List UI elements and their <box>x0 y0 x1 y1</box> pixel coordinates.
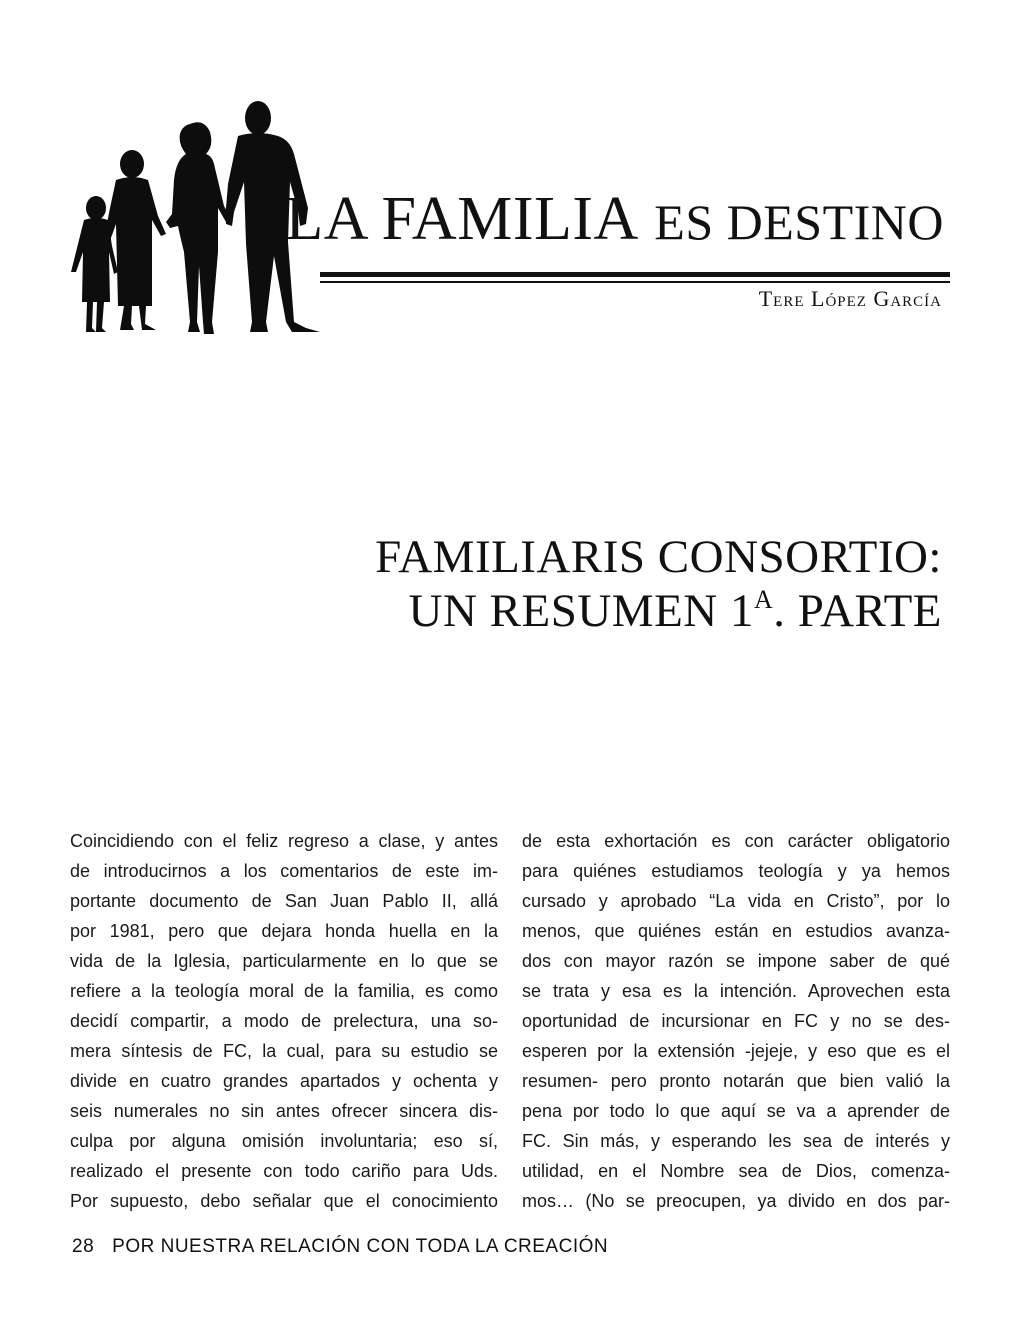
body-column-left <box>70 826 498 1216</box>
body-column-right <box>522 826 950 1216</box>
article-title-line-2-post: . PARTE <box>773 585 942 637</box>
body-text-line: decidí compartir, a modo de prelectura, una so- <box>70 1011 498 1031</box>
section-title-lead: LA FAMILIA <box>285 185 639 253</box>
body-text-line: por 1981, pero que dejara honda huella en la <box>70 921 498 941</box>
body-text-line: utilidad, en el Nombre sea de Dios, comenza- <box>522 1161 950 1181</box>
article-title <box>375 530 942 638</box>
page-footer <box>72 1236 608 1258</box>
running-title: POR NUESTRA RELACIÓN CON TODA LA CREACIÓN <box>112 1236 609 1257</box>
article-title-line-2-pre: UN RESUMEN 1 <box>408 585 754 637</box>
body-text-line: refiere a la teología moral de la familia, es como <box>70 981 498 1001</box>
body-text-line: para quiénes estudiamos teología y ya hemos <box>522 861 950 881</box>
body-text-line: pena por todo lo que aquí se va a aprender de <box>522 1101 950 1121</box>
older-child-figure <box>103 150 166 330</box>
woman-figure <box>166 122 232 334</box>
body-text-line: realizado el presente con todo cariño para Uds. <box>70 1161 498 1181</box>
body-text-line: mos… (No se preocupen, ya divido en dos par- <box>522 1191 950 1211</box>
article-title-line-1: FAMILIARIS CONSORTIO: <box>375 531 942 583</box>
body-text-line: Coincidiendo con el feliz regreso a clase, y antes <box>70 831 498 851</box>
article-title-line-2-superscript: A <box>754 585 774 614</box>
body-text-line: dos con mayor razón se impone saber de qué <box>522 951 950 971</box>
body-text-line: culpa por alguna omisión involuntaria; eso sí, <box>70 1131 498 1151</box>
body-text-line: de introducirnos a los comentarios de este im- <box>70 861 498 881</box>
body-text-line: FC. Sin más, y esperando les sea de interés y <box>522 1131 950 1151</box>
body-text-line: se trata y esa es la intención. Aprovechen esta <box>522 981 950 1001</box>
section-title <box>285 185 944 253</box>
body-text-line: Por supuesto, debo señalar que el conocimiento <box>70 1191 498 1211</box>
body-text-line: vida de la Iglesia, particularmente en lo que se <box>70 951 498 971</box>
header-rule-thick <box>320 272 950 277</box>
body-text-line: menos, que quiénes están en estudios avanza- <box>522 921 950 941</box>
header-rule-thin <box>320 281 950 283</box>
body-text-line: mera síntesis de FC, la cual, para su estudio se <box>70 1041 498 1061</box>
body-text-line: oportunidad de incursionar en FC y no se des- <box>522 1011 950 1031</box>
page-number: 28 <box>72 1236 95 1257</box>
body-text-line: divide en cuatro grandes apartados y ochenta y <box>70 1071 498 1091</box>
body-text-line: esperen por la extensión -jejeje, y eso que es el <box>522 1041 950 1061</box>
author-byline: Tere López García <box>758 286 942 311</box>
body-text-line: seis numerales no sin antes ofrecer sincera dis- <box>70 1101 498 1121</box>
body-text-line: portante documento de San Juan Pablo II, allá <box>70 891 498 911</box>
section-title-tail: ES DESTINO <box>654 194 944 250</box>
body-text-line: cursado y aprobado “La vida en Cristo”, por lo <box>522 891 950 911</box>
body-text-line: resumen- pero pronto notarán que bien valió la <box>522 1071 950 1091</box>
body-text-line: de esta exhortación es con carácter obligatorio <box>522 831 950 851</box>
